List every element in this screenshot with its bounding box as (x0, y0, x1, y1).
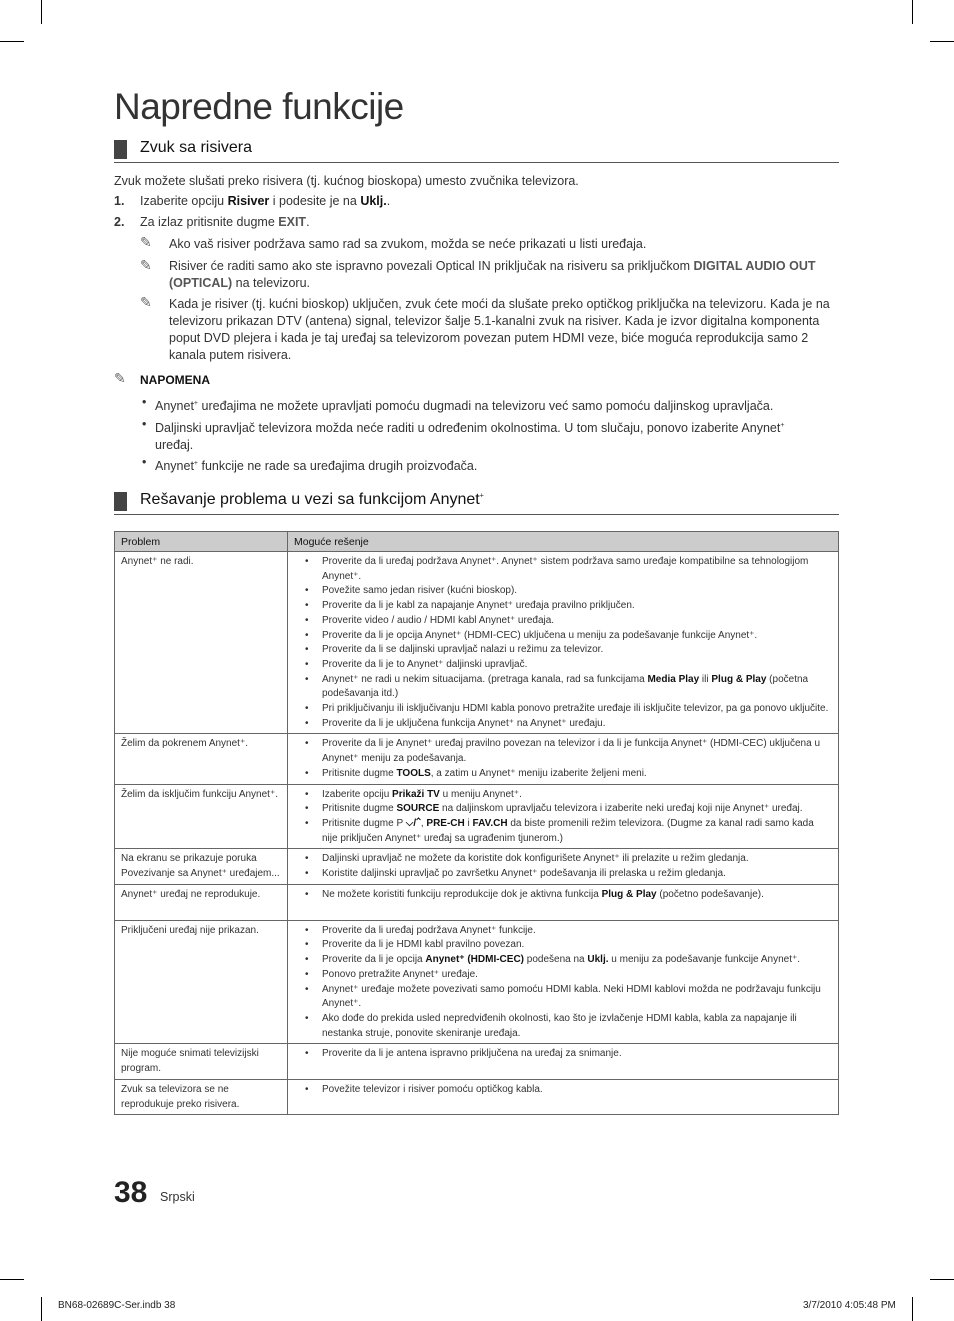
solution-item: • Proverite da li je opcija Anynet⁺ (HDMI-CEC) podešena na Uklj. u meniju za podešavanje funkcije Anynet⁺. (322, 953, 832, 968)
table-row (115, 849, 839, 884)
table-row (115, 920, 839, 1044)
section-heading-receiver (114, 138, 839, 163)
solution-item: • Koristite daljinski upravljač po završetku Anynet⁺ podešavanja ili prelaska u režim gledanja. (322, 867, 832, 882)
solution-item: • Izaberite opciju Prikaži TV u meniju Anynet⁺. (322, 788, 832, 803)
solution-cell (288, 1079, 839, 1114)
solution-item: • Proverite da li je Anynet⁺ uređaj pravilno povezan na televizor i da li je funkcija Anynet⁺ (HDMI-CEC) uključena u Anynet⁺ meniju za podešavanja. (322, 737, 832, 766)
solution-item: • Proverite da li je uključena funkcija Anynet⁺ na Anynet⁺ uređaju. (322, 717, 832, 732)
solution-item: • Proverite da li uređaj podržava Anynet⁺. Anynet⁺ sistem podržava samo uređaje kompatibilne sa tehnologijom Anynet⁺. (322, 555, 832, 584)
solution-cell (288, 1044, 839, 1079)
solution-item: • Povežite samo jedan risiver (kućni bioskop). (322, 584, 832, 599)
footer-timestamp: 3/7/2010 4:05:48 PM (803, 1300, 896, 1311)
footer-file-info: BN68-02689C-Ser.indb 38 (58, 1300, 176, 1311)
problem-cell: Želim da pokrenem Anynet⁺. (115, 734, 288, 784)
note-bullet-2: Daljinski upravljač televizora možda neće raditi u određenim okolnostima. U tom slučaju, ponovo izaberite Anynet+ uređaj. (155, 421, 785, 453)
table-row (115, 552, 839, 734)
col-solution: Moguće rešenje (288, 532, 839, 552)
crop-mark (0, 41, 24, 42)
solution-item: • Proverite da li uređaj podržava Anynet⁺ funkcije. (322, 924, 832, 939)
note-3: Kada je risiver (tj. kućni bioskop) uključen, zvuk ćete moći da slušate preko optičkog priključka na televizoru. Kada je na televizoru prikazan DTV (antena) signal, televizor šalje 5.1-kanalni zvuk na risiver. Kada je izvor digitalna komponenta poput DVD plejera i kada je taj uređaj sa televizorom povezan putem HDMI veze, biće moguća reprodukcija samo 2 kanala putem risivera. (169, 297, 830, 362)
note-icon: ✎ (140, 294, 152, 310)
crop-mark (41, 0, 42, 24)
page-title: Napredne funkcije (114, 86, 404, 127)
page-number: 38 (114, 1176, 148, 1209)
bullet: • (142, 455, 147, 469)
problem-cell: Anynet⁺ uređaj ne reprodukuje. (115, 884, 288, 920)
solution-cell (288, 552, 839, 734)
channel-arrows-icon: ⌵/⌃ (405, 817, 421, 829)
heading-bar (114, 140, 127, 159)
note-icon: ✎ (114, 370, 126, 386)
solution-item: • Proverite da li je antena ispravno priključena na uređaj za snimanje. (322, 1047, 832, 1062)
solution-item: • Anynet⁺ uređaje možete povezivati samo pomoću HDMI kabla. Neki HDMI kablovi možda ne podržavaju funkciju Anynet⁺. (322, 983, 832, 1012)
crop-mark (930, 41, 954, 42)
solution-item: • Anynet⁺ ne radi u nekim situacijama. (pretraga kanala, rad sa funkcijama Media Play ili Plug & Play (početna podešavanja itd.) (322, 673, 832, 702)
table-row (115, 734, 839, 784)
solution-item: • Ne možete koristiti funkciju reprodukcije dok je aktivna funkcija Plug & Play (početno podešavanje). (322, 888, 832, 903)
solution-cell (288, 734, 839, 784)
solution-cell (288, 884, 839, 920)
solution-cell (288, 784, 839, 849)
step-number: 2. (114, 215, 125, 229)
intro-text: Zvuk možete slušati preko risivera (tj. kućnog bioskopa) umesto zvučnika televizora. (114, 174, 579, 188)
table-row (115, 784, 839, 849)
crop-mark (912, 1297, 913, 1321)
solution-item: • Daljinski upravljač ne možete da koristite dok konfigurišete Anynet⁺ ili prelazite u režim gledanja. (322, 852, 832, 867)
solution-item: • Ako dođe do prekida usled nepredviđenih okolnosti, kao što je izvlačenje HDMI kabla, kabla za napajanje ili nestanka struje, ponovite skeniranje uređaja. (322, 1012, 832, 1041)
problem-cell: Na ekranu se prikazuje poruka Povezivanje sa Anynet⁺ uređajem... (115, 849, 288, 884)
step-number: 1. (114, 194, 125, 208)
table-row (115, 1079, 839, 1114)
step-1: Izaberite opciju Risiver i podesite je na Uklj.. (140, 194, 391, 208)
note-bullet-1: Anynet+ uređajima ne možete upravljati pomoću dugmadi na televizoru već samo pomoću daljinskog upravljača. (155, 399, 774, 414)
note-2: Risiver će raditi samo ako ste ispravno povezali Optical IN priključak na risiveru sa priključkom DIGITAL AUDIO OUT (OPTICAL) na televizoru. (169, 259, 816, 290)
table-row (115, 1044, 839, 1079)
solution-cell (288, 920, 839, 1044)
solution-item: • Proverite da li je opcija Anynet⁺ (HDMI-CEC) uključena u meniju za podešavanje funkcije Anynet⁺. (322, 629, 832, 644)
table-row (115, 884, 839, 920)
page-language: Srpski (160, 1190, 195, 1204)
problem-cell: Priključeni uređaj nije prikazan. (115, 920, 288, 1044)
bullet: • (142, 417, 147, 431)
note-1: Ako vaš risiver podržava samo rad sa zvukom, možda se neće prikazati u listi uređaja. (169, 237, 647, 251)
solution-cell (288, 849, 839, 884)
note-icon: ✎ (140, 257, 152, 273)
solution-item: • Proverite da li se daljinski upravljač nalazi u režimu za televizor. (322, 643, 832, 658)
note-icon: ✎ (140, 234, 152, 250)
solution-item: • Pritisnite dugme SOURCE na daljinskom upravljaču televizora i izaberite neki uređaj koji nije Anynet⁺ uređaj. (322, 802, 832, 817)
table-header-row (115, 532, 839, 552)
solution-item: • Pritisnite dugme TOOLS, a zatim u Anynet⁺ meniju izaberite željeni meni. (322, 767, 832, 782)
problem-cell: Želim da isključim funkciju Anynet⁺. (115, 784, 288, 849)
solution-item: • Povežite televizor i risiver pomoću optičkog kabla. (322, 1083, 832, 1098)
heading-bar (114, 492, 127, 511)
col-problem: Problem (115, 532, 288, 552)
problem-cell: Anynet⁺ ne radi. (115, 552, 288, 734)
crop-mark (41, 1297, 42, 1321)
solution-item: • Pritisnite dugme P ⌵/⌃, PRE-CH i FAV.CH da biste promenili režim televizora. (Dugme za kanal radi samo kada nije priključen Anynet⁺ uređaj sa ugrađenim tjunerom.) (322, 817, 832, 846)
problem-cell: Nije moguće snimati televizijski program. (115, 1044, 288, 1079)
crop-mark (912, 0, 913, 24)
heading-text: Rešavanje problema u vezi sa funkcijom Anynet+ (140, 491, 484, 508)
solution-item: • Proverite da li je kabl za napajanje Anynet⁺ uređaja pravilno priključen. (322, 599, 832, 614)
crop-mark (930, 1279, 954, 1280)
bullet: • (142, 395, 147, 409)
section-heading-troubleshooting (114, 490, 839, 515)
napomena-label: NAPOMENA (140, 373, 211, 387)
problem-cell: Zvuk sa televizora se ne reprodukuje preko risivera. (115, 1079, 288, 1114)
crop-mark (0, 1279, 24, 1280)
troubleshooting-table (114, 531, 839, 1115)
heading-text: Zvuk sa risivera (140, 139, 253, 156)
solution-item: • Pri priključivanju ili isključivanju HDMI kabla ponovo pretražite uređaje ili isključite televizor, pa ga ponovo uključite. (322, 702, 832, 717)
solution-item: • Proverite video / audio / HDMI kabl Anynet⁺ uređaja. (322, 614, 832, 629)
step-2: Za izlaz pritisnite dugme EXIT. (140, 215, 310, 229)
note-bullet-3: Anynet+ funkcije ne rade sa uređajima drugih proizvođača. (155, 459, 478, 474)
solution-item: • Proverite da li je HDMI kabl pravilno povezan. (322, 938, 832, 953)
solution-item: • Ponovo pretražite Anynet⁺ uređaje. (322, 968, 832, 983)
solution-item: • Proverite da li je to Anynet⁺ daljinski upravljač. (322, 658, 832, 673)
